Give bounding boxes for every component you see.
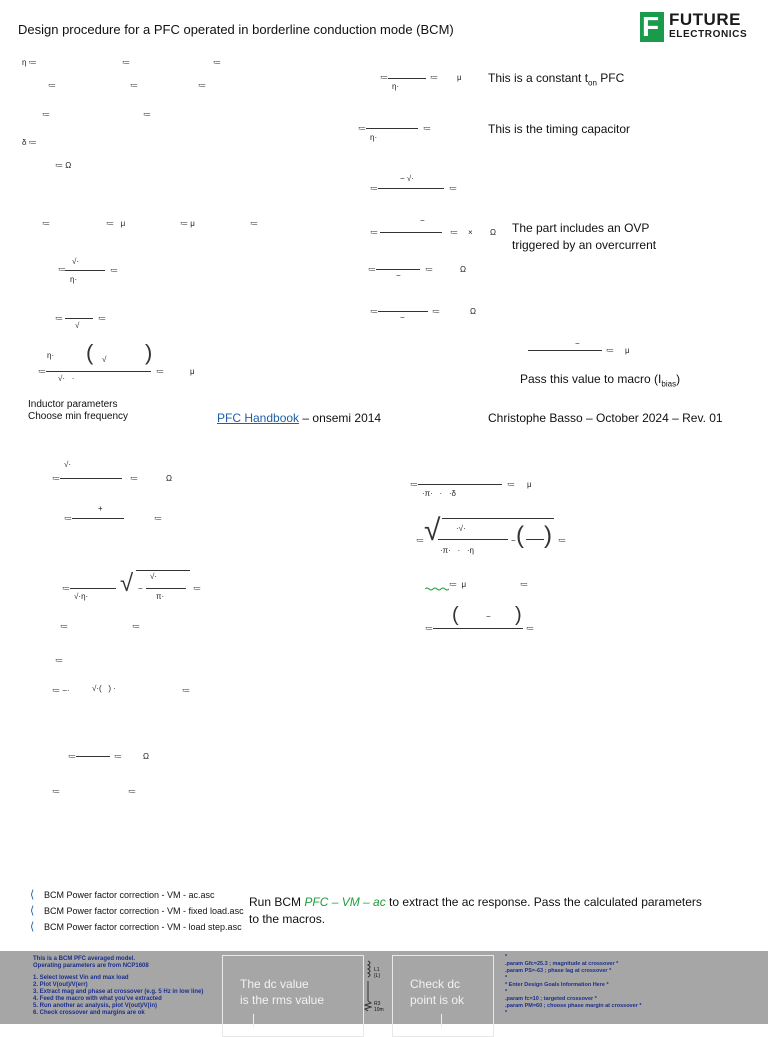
eq-omega-6: Ω [143, 752, 149, 761]
note-ovp-line2: triggered by an overcurrent [512, 238, 657, 252]
eq-omega-2: Ω [490, 228, 496, 237]
eq-frag: ≔ [430, 73, 438, 82]
eq-frag: ≔ [198, 81, 206, 90]
check-dc-note: Check dc point is ok [410, 977, 465, 1007]
note-constant-ton: This is a constant $t_{on}$ PFC [488, 71, 625, 88]
eq-frag: ≔ [154, 514, 162, 523]
eq-sqrt-7: √·η· [74, 592, 89, 601]
eq-frag: ≔ [423, 124, 431, 133]
eq-sqrt-9: √·( ) · [92, 684, 116, 693]
eq-frag: ≔ [193, 584, 201, 593]
eq-frag: ≔ [432, 307, 440, 316]
eq-frag: ≔ [132, 622, 140, 631]
eq-pi-1: π· [156, 592, 165, 601]
eq-frag: ≔ [48, 81, 56, 90]
eq-minus-2: − [396, 271, 401, 280]
file-item-load-step[interactable]: ⟨ BCM Power factor correction - VM - load step.asc [30, 921, 242, 933]
eq-paren-open-3: ( [452, 604, 459, 626]
eq-frag: ≔ [68, 752, 76, 761]
eq-minus-6: − [511, 536, 516, 545]
eq-frag: ≔ [143, 110, 151, 119]
eq-mu-7: ≔ μ [449, 580, 467, 589]
ltspice-file-icon: ⟨ [30, 889, 35, 901]
future-electronics-logo [640, 12, 754, 42]
eq-mu-5: μ [625, 346, 630, 355]
simulation-file-list [30, 889, 244, 934]
eq-frag: ≔ [38, 367, 46, 376]
note-ovp-line1: The part includes an OVP [512, 221, 650, 235]
pfc-handbook-link[interactable]: PFC Handbook [217, 411, 300, 425]
eq-frag: ≔ [42, 219, 50, 228]
eq-minus-1: − [420, 216, 425, 225]
eq-frac-2: ≔ [55, 314, 63, 323]
spice-parameters: * .param Gfc=25.3 ; magnitude at crossover * .param PS=-63 ; phase lag at crossover * * * Enter Design Goals Information Here * * .param fc=10 ; targeted crossover * .param PM=60 ; choose phase margin at crossover * * [505, 954, 642, 1016]
eq-pi-2: ·π· · ·δ [422, 489, 456, 498]
eq-frag: ≔ [520, 580, 528, 589]
eq-plus: + [98, 504, 103, 513]
eq-sqrt-1: √· [72, 257, 80, 266]
eq-frag: ≔ [425, 624, 433, 633]
eq-sqrt-10: ·√· [456, 524, 466, 533]
eq-frag: ≔ [416, 536, 424, 545]
eq-frag: ≔ [60, 622, 68, 631]
eq-frag: ≔ [42, 110, 50, 119]
schematic-box-check [392, 955, 494, 1037]
logo-mark: F [640, 12, 664, 42]
eq-frag: ≔ [156, 367, 164, 376]
eq-frag: ≔ [425, 265, 433, 274]
eq-frag: ≔ [64, 514, 72, 523]
file-item-fixed-load[interactable]: ⟨ BCM Power factor correction - VM - fixed load.asc [30, 905, 244, 917]
schematic-instructions: This is a BCM PFC averaged model. Operating parameters are from NCP1608 1. Select lowest Vin and max load 2. Plot V(out)/V(err) 3. Extract mag and phase at crossover (e.g. 5 Hz in low line) 4. Feed the macro with what you've extracted 5. Run another ac analysis, plot V(out)/V(in) 6. Check crossover and margins are ok [33, 956, 204, 1016]
eq-frag: ≔ [130, 474, 138, 483]
logo-word-electronics: ELECTRONICS [669, 29, 748, 40]
eq-frag: ≔ [55, 656, 63, 665]
eq-delta-label: δ ≔ [22, 138, 37, 147]
eq-mu-4: μ [457, 73, 462, 82]
eq-frac-1: ≔ [58, 265, 66, 274]
eq-frag: ≔ [368, 265, 376, 274]
r3-label: R3 10m [374, 1001, 384, 1013]
eq-minus-7: − [486, 612, 491, 621]
eq-frag: ≔ [358, 124, 366, 133]
logo-word-future: FUTURE [669, 10, 741, 29]
eq-frag: ≔ [370, 307, 378, 316]
eq-frag: ≔ [52, 474, 60, 483]
eq-minus-4: − [575, 339, 580, 348]
eq-paren-close-3: ) [515, 604, 522, 626]
eq-frag: ≔ [450, 228, 458, 237]
eq-eta-2: η· [70, 275, 78, 284]
pfc-handbook-credit: PFC Handbook – onsemi 2014 [217, 411, 382, 425]
eq-mu-2: ≔ μ [180, 219, 195, 228]
eq-mu-1: ≔ μ [106, 219, 126, 228]
eq-sqrt-4: √· · [58, 374, 75, 383]
eq-paren-close: ) [145, 340, 153, 365]
eq-omega-1: ≔ Ω [55, 161, 72, 170]
file-item-ac[interactable]: ⟨ BCM Power factor correction - VM - ac.asc [30, 889, 215, 901]
run-note-line2: to the macros. [249, 912, 326, 926]
eq-frag: ≔ [380, 73, 388, 82]
note-pass-macro: Pass this value to macro $(I_{bias})$ [520, 372, 681, 389]
eq-frag: ≔ [526, 624, 534, 633]
eq-frag: ≔ [410, 480, 418, 489]
eq-paren-open: ( [86, 340, 94, 365]
eq-sqrt-5: − √· [400, 174, 414, 183]
l1-label: L1 {L} [374, 967, 381, 979]
author-credit: Christophe Basso – October 2024 – Rev. 01 [488, 411, 723, 425]
eq-eta-3: η· [47, 351, 55, 360]
eq-minus-3: − [400, 313, 405, 322]
eq-pi-3: ·π· · ·η [440, 546, 474, 555]
eq-omega-4: Ω [470, 307, 476, 316]
eq-sqrt-2: √ [75, 321, 80, 330]
eq-frag: ≔ [182, 686, 190, 695]
eq-frag: ≔ [98, 314, 106, 323]
schematic-box-dc [222, 955, 364, 1037]
eq-frag: ≔ [606, 346, 614, 355]
eq-times: × [468, 228, 473, 237]
eq-paren-close-2: ) [544, 522, 552, 549]
ltspice-file-icon: ⟨ [30, 905, 35, 917]
eq-frag: ≔ [558, 536, 566, 545]
eq-frag: ≔ [507, 480, 515, 489]
eq-sqrt-6: √· [64, 460, 72, 469]
eq-frag: ≔ [213, 58, 221, 67]
eq-frag: ≔ [128, 787, 136, 796]
eq-frag: ≔ [370, 184, 378, 193]
page-title: Design procedure for a PFC operated in borderline conduction mode (BCM) [18, 22, 454, 37]
eq-frag: ≔ −· [52, 686, 70, 695]
eq-frag: ≔ [52, 787, 60, 796]
eq-mu-3: μ [190, 367, 195, 376]
eq-frag: ≔ [449, 184, 457, 193]
eq-mu-6: μ [527, 480, 532, 489]
eq-omega-3: Ω [460, 265, 466, 274]
schematic-preview [0, 951, 768, 1024]
eq-paren-open-2: ( [516, 522, 524, 549]
eq-eta-4: η· [392, 82, 400, 91]
inductor-parameters-label: Inductor parameters [28, 399, 118, 410]
eq-eta-label: η ≔ [22, 58, 37, 67]
eq-sqrt-8: √· [150, 572, 158, 581]
dc-value-note: The dc value is the rms value [240, 977, 325, 1007]
ltspice-file-icon: ⟨ [30, 921, 35, 933]
eq-sqrt-3: √ [102, 355, 107, 364]
green-squiggle-underline [425, 587, 449, 591]
eq-frag: ≔ [250, 219, 258, 228]
eq-frag: ≔ [370, 228, 378, 237]
note-timing-capacitor: This is the timing capacitor [488, 122, 631, 136]
run-note-line1: Run BCM PFC – VM – ac to extract the ac response. Pass the calculated parameters [249, 895, 702, 909]
eq-eta-5: η· [370, 133, 378, 142]
eq-big-sqrt-2: √ [424, 514, 441, 547]
eq-frag: ≔ [110, 266, 118, 275]
eq-big-sqrt: √ [120, 570, 134, 597]
eq-frag: ≔ [62, 584, 70, 593]
eq-minus-5: − [138, 584, 143, 593]
eq-omega-5: Ω [166, 474, 172, 483]
choose-min-frequency-label: Choose min frequency [28, 411, 129, 422]
eq-frag: ≔ [130, 81, 138, 90]
eq-frag: ≔ [114, 752, 122, 761]
eq-frag: ≔ [122, 58, 130, 67]
